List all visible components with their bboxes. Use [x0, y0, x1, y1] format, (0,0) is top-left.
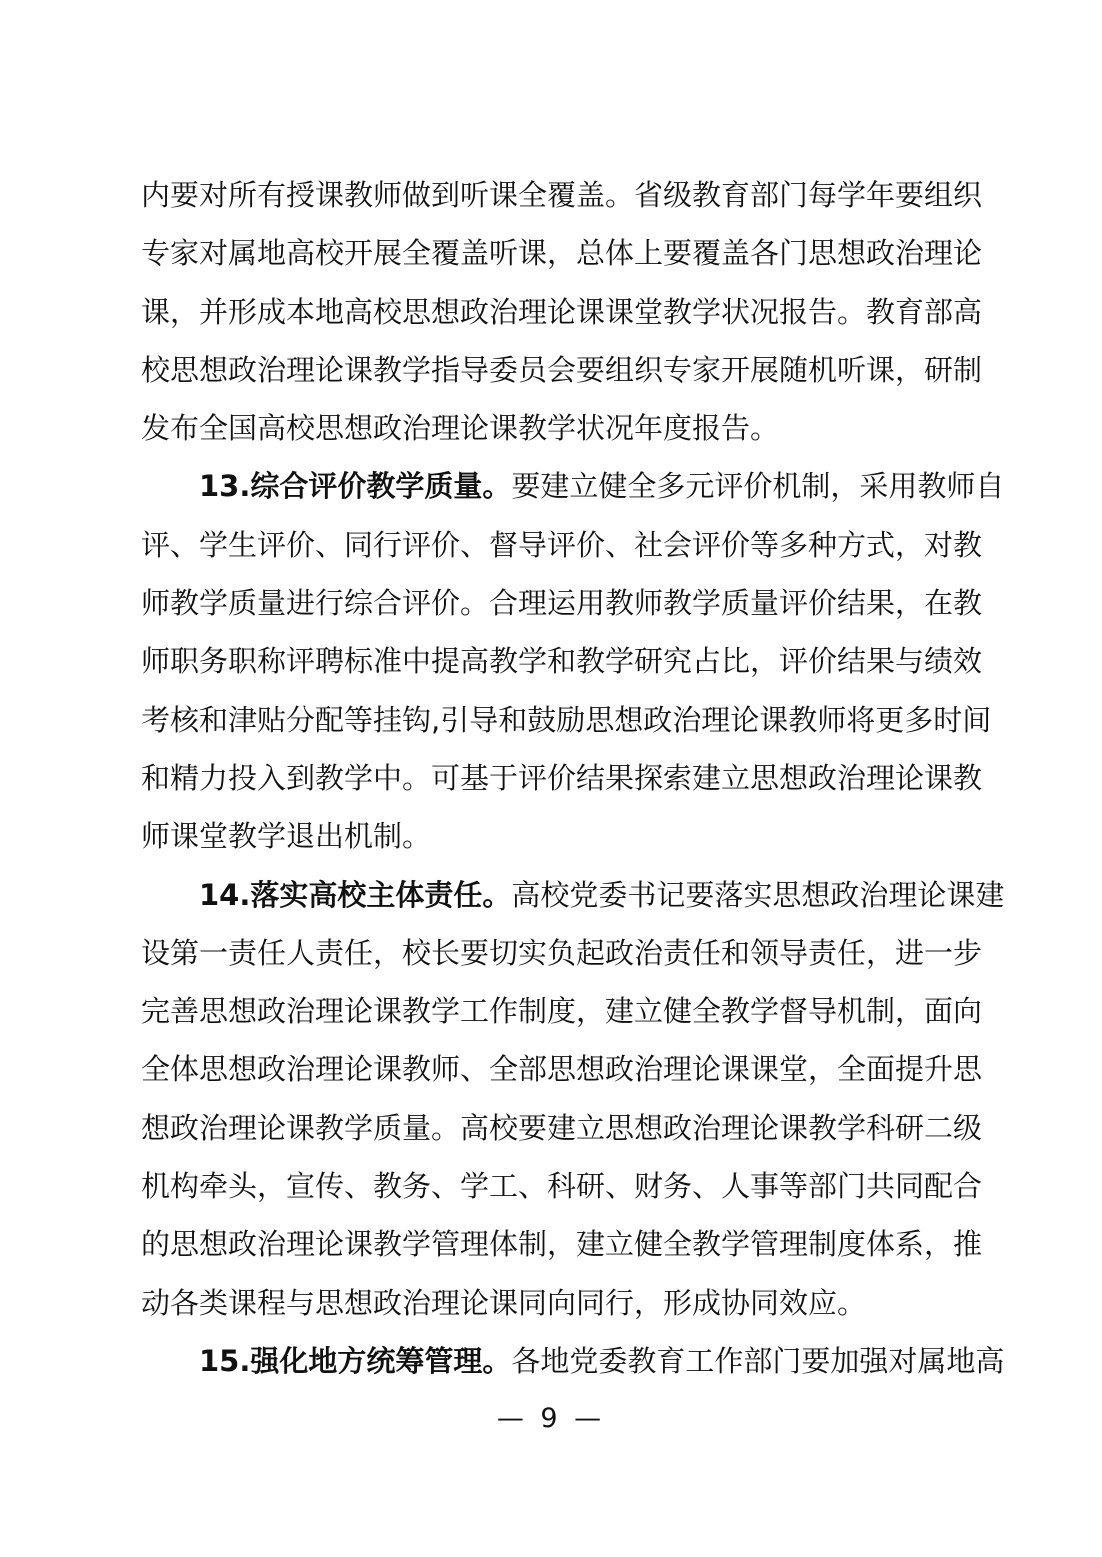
line-text: 和精力投入到教学中。可基于评价结果探索建立思想政治理论课教: [141, 760, 983, 795]
text-line-18: [141, 1157, 983, 1215]
line-text: 设第一责任人责任，校长要切实负起政治责任和领导责任，进一步: [141, 935, 983, 970]
text-line-2: [141, 224, 983, 282]
text-line-9: [141, 632, 983, 690]
text-line-8: [141, 574, 983, 632]
line-text: 发布全国高校思想政治理论课教学状况年度报告。: [141, 411, 780, 446]
line-text: 机构牵头，宣传、教务、学工、科研、财务、人事等部门共同配合: [141, 1169, 983, 1204]
text-line-15: [141, 982, 983, 1040]
line-text: 动各类课程与思想政治理论课同向同行，形成协同效应。: [141, 1285, 867, 1320]
line-text: 全体思想政治理论课教师、全部思想政治理论课课堂，全面提升思: [141, 1052, 983, 1087]
text-line-19: [141, 1215, 983, 1273]
line-text: 高校党委书记要落实思想政治理论课建: [511, 877, 1005, 912]
text-line-17: [141, 1099, 983, 1157]
line-text: 的思想政治理论课教学管理体制，建立健全教学管理制度体系，推: [141, 1227, 983, 1262]
line-text: 师教学质量进行综合评价。合理运用教师教学质量评价结果，在教: [141, 586, 983, 621]
line-text: 想政治理论课教学质量。高校要建立思想政治理论课教学科研二级: [141, 1110, 983, 1145]
text-line-7: [141, 516, 983, 574]
line-text: 专家对属地高校开展全覆盖听课，总体上要覆盖各门思想政治理论: [141, 236, 983, 271]
body-text: [141, 166, 1005, 1390]
text-line-11: [141, 749, 983, 807]
line-text: 要建立健全多元评价机制，采用教师自: [511, 469, 1005, 504]
section-15-heading: 15.强化地方统筹管理。: [199, 1343, 512, 1378]
section-13-heading: 13.综合评价教学质量。: [199, 469, 512, 504]
line-text: 师课堂教学退出机制。: [141, 819, 432, 854]
line-text: 考核和津贴分配等挂钩,引导和鼓励思想政治理论课教师将更多时间: [141, 702, 992, 737]
line-text: 课，并形成本地高校思想政治理论课课堂教学状况报告。教育部高: [141, 294, 983, 329]
line-text: 评、学生评价、同行评价、督导评价、社会评价等多种方式，对教: [141, 527, 983, 562]
section-15-line: [141, 1332, 1005, 1390]
text-line-16: [141, 1040, 983, 1098]
text-line-3: [141, 283, 983, 341]
text-line-4: [141, 341, 983, 399]
text-line-5: [141, 399, 961, 457]
text-line-10: [141, 691, 992, 749]
section-13-line: [141, 457, 1005, 515]
page-number: — 9 —: [496, 1403, 606, 1434]
text-line-12: [141, 807, 961, 865]
line-text: 各地党委教育工作部门要加强对属地高: [511, 1343, 1005, 1378]
section-14-heading: 14.落实高校主体责任。: [199, 877, 512, 912]
section-14-line: [141, 866, 1005, 924]
line-text: 师职务职称评聘标准中提高教学和教学研究占比，评价结果与绩效: [141, 644, 983, 679]
line-text: 完善思想政治理论课教学工作制度，建立健全教学督导机制，面向: [141, 994, 983, 1029]
line-text: 校思想政治理论课教学指导委员会要组织专家开展随机听课，研制: [141, 352, 983, 387]
text-line-14: [141, 924, 983, 982]
line-text: 内要对所有授课教师做到听课全覆盖。省级教育部门每学年要组织: [141, 178, 983, 212]
text-line-1: [141, 166, 983, 224]
text-line-20: [141, 1274, 961, 1332]
